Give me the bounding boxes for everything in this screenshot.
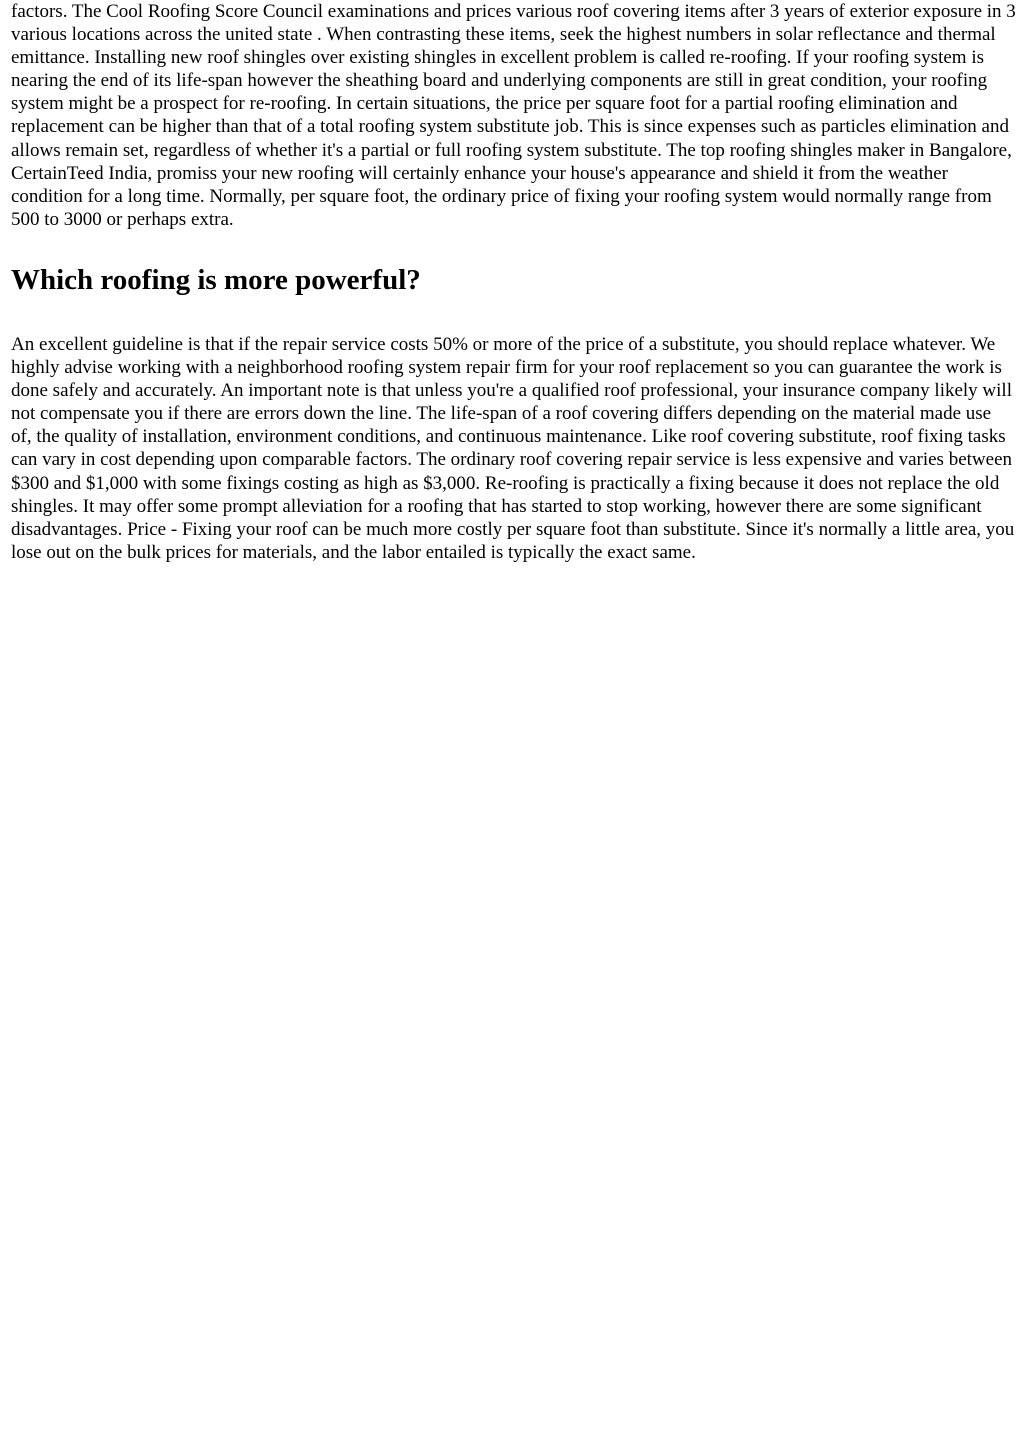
- article-paragraph-2: An excellent guideline is that if the repair service costs 50% or more of the price of a substitute, you should replace whatever. We highly advise working with a neighborhood roofing system repair firm for your roof replacement so you can guarantee the work is done safely and accurately. An important note is that unless you're a qualified roof professional, your insurance company likely will not compensate you if there are errors down the line. The life-span of a roof covering differs depending on the material made use of, the quality of installation, environment conditions, and continuous maintenance. Like roof covering substitute, roof fixing tasks can vary in cost depending upon comparable factors. The ordinary roof covering repair service is less expensive and varies between $300 and $1,000 with some fixings costing as high as $3,000. Re-roofing is practically a fixing because it does not replace the old shingles. It may offer some prompt alleviation for a roofing that has started to stop working, however there are some significant disadvantages. Price - Fixing your roof can be much more costly per square foot than substitute. Since it's normally a little area, you lose out on the bulk prices for materials, and the labor entailed is typically the exact same.: [11, 333, 1015, 563]
- article-body: [11, 0, 1016, 564]
- section-heading: Which roofing is more powerful?: [11, 263, 421, 296]
- article-paragraph-1: factors. The Cool Roofing Score Council examinations and prices various roof covering items after 3 years of exterior exposure in 3 various locations across the united state . When contrasting these items, seek the highest numbers in solar reflectance and thermal emittance. Installing new roof shingles over existing shingles in excellent problem is called re-roofing. If your roofing system is nearing the end of its life-span however the sheathing board and underlying components are still in great condition, your roofing system might be a prospect for re-roofing. In certain situations, the price per square foot for a partial roofing elimination and replacement can be higher than that of a total roofing system substitute job. This is since expenses such as particles elimination and allows remain set, regardless of whether it's a partial or full roofing system substitute. The top roofing shingles maker in Bangalore, CertainTeed India, promiss your new roofing will certainly enhance your house's appearance and shield it from the weather condition for a long time. Normally, per square foot, the ordinary price of fixing your roofing system would normally range from 500 to 3000 or perhaps extra.: [11, 1, 1016, 230]
